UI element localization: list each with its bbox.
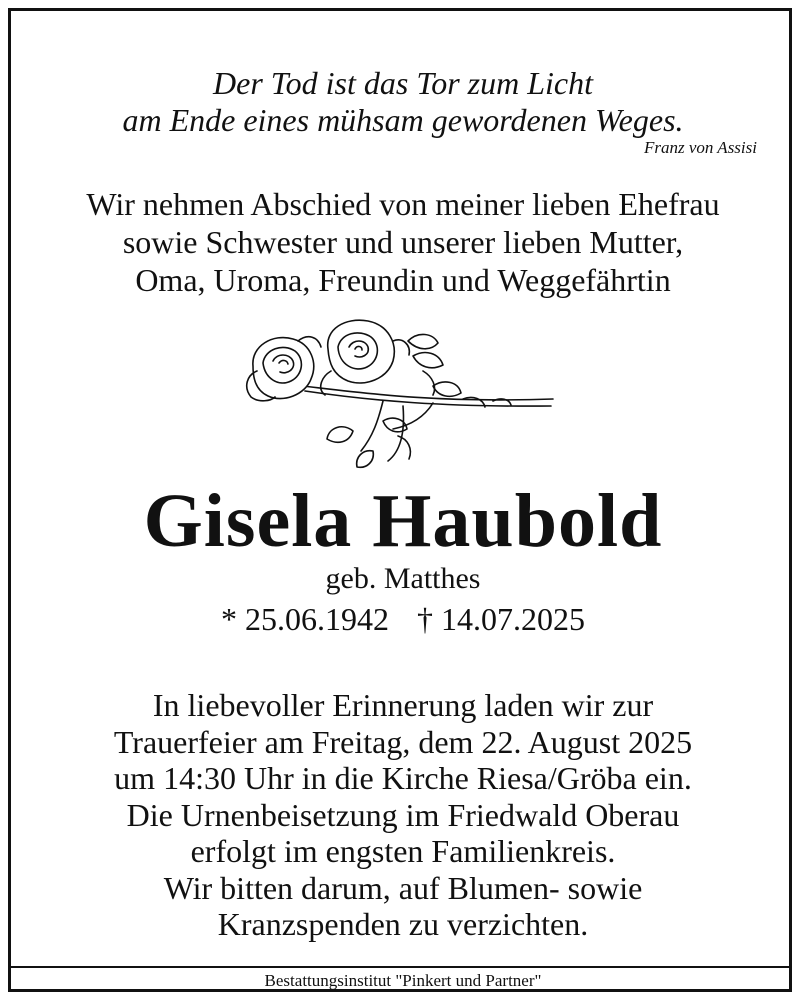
funeral-message [11,687,795,943]
message-line: In liebevoller Erinnerung laden wir zur [152,687,654,723]
message-line: Kranzspenden zu verzichten. [217,906,589,942]
message-line: erfolgt im engsten Familienkreis. [190,833,616,869]
funeral-home: Bestattungsinstitut "Pinkert und Partner" [264,971,542,990]
intro-line: Wir nehmen Abschied von meiner lieben Ehefrau [86,186,720,222]
quote-author: Franz von Assisi [643,138,757,157]
quote [11,65,795,139]
life-dates [11,599,795,639]
death-date: † 14.07.2025 [417,601,585,637]
intro-text [11,185,795,299]
obituary-notice [8,8,792,992]
message-line: um 14:30 Uhr in die Kirche Riesa/Gröba ein. [114,760,692,796]
message-line: Wir bitten darum, auf Blumen- sowie [163,869,643,906]
birth-name: geb. Matthes [325,562,481,595]
quote-line: am Ende eines mühsam gewordenen Weges. [122,102,684,138]
roses-illustration [233,311,573,476]
intro-line: sowie Schwester und unserer lieben Mutter, [122,224,684,260]
quote-line: Der Tod ist das Tor zum Licht [213,65,593,101]
deceased-name: Gisela Haubold [143,479,663,563]
birth-date: * 25.06.1942 [221,601,389,637]
intro-line: Oma, Uroma, Freundin und Weggefährtin [135,262,671,298]
footer-divider [11,966,789,968]
message-line: Trauerfeier am Freitag, dem 22. August 2025 [113,723,693,760]
message-line: Die Urnenbeisetzung im Friedwald Oberau [126,796,680,833]
